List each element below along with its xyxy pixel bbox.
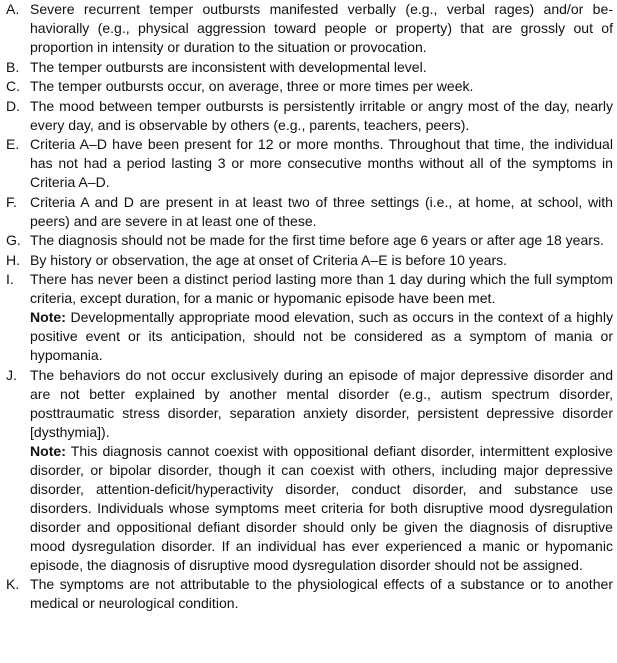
- criterion-note: [30, 308, 613, 365]
- criterion-body: [30, 366, 613, 575]
- criterion-letter: C.: [6, 78, 21, 94]
- criterion-letter: J.: [6, 366, 17, 383]
- criterion-letter: H.: [6, 251, 21, 268]
- note-text: This diagnosis cannot coexist with oppositional defiant disorder, intermittent explosive disorder, or bipolar disorder, though it can coexist with others, including major depressive disorder, attention-deficit/hyperactivity disorder, conduct disorder, and substance use disorders. Individuals whose symptoms meet criteria for both disruptive mood dysregulation disorder and oppositional defiant disorder should only be given the diagnosis of disruptive mood dysregulation disorder. If an individual has ever experienced a manic or hypomanic episode, the diagnosis of disruptive mood dysregulation disorder should not be assigned.: [30, 442, 613, 573]
- criterion-letter: D.: [6, 97, 21, 114]
- criterion-e: [6, 135, 613, 192]
- criterion-letter: I.: [6, 271, 14, 287]
- criterion-letter: E.: [6, 136, 20, 152]
- criterion-j: [6, 366, 613, 575]
- criterion-a: [6, 0, 613, 57]
- criterion-text: The behaviors do not occur exclusively during an episode of major depressive disorder and are not better explained by another mental disorder (e.g., autism spectrum disorder, posttraumatic stress disorder, separation anxiety disorder, persistent depressive disorder [dysthymia]).: [30, 366, 613, 440]
- criterion-h: [6, 251, 613, 270]
- criterion-note: [30, 442, 613, 575]
- criterion-text: The temper outbursts occur, on average, three or more times per week.: [30, 78, 474, 94]
- criterion-text: The diagnosis should not be made for the first time before age 6 years or after age 18 years.: [30, 232, 604, 248]
- criterion-i: [6, 270, 613, 365]
- criterion-text: Criteria A–D have been present for 12 or more months. Throughout that time, the individual has not had a period lasting 3 or more consecutive months without all of the symptoms in Criteria A–D.: [30, 136, 613, 190]
- criterion-letter: A.: [6, 1, 20, 17]
- criterion-text: Criteria A and D are present in at least two of three settings (i.e., at home, at school, with peers) and are severe in at least one of these.: [30, 193, 613, 229]
- criterion-body: [30, 270, 613, 365]
- criterion-b: [6, 58, 613, 77]
- criterion-letter: F.: [6, 193, 17, 210]
- criterion-g: [6, 231, 613, 250]
- criterion-text: There has never been a distinct period lasting more than 1 day during which the full symptom criteria, except duration, for a manic or hypomanic episode have been met.: [30, 271, 613, 306]
- criterion-letter: B.: [6, 58, 20, 75]
- note-label: Note:: [30, 442, 66, 459]
- criterion-text: By history or observation, the age at onset of Criteria A–E is before 10 years.: [30, 251, 508, 268]
- criterion-text: The symptoms are not attributable to the physiological effects of a substance or to another medical or neurological condition.: [30, 576, 613, 611]
- criterion-text: Severe recurrent temper outbursts manifested verbally (e.g., verbal rages) and/or behaviorally (e.g., physical aggression toward people or property) that are grossly out of proportion in intensity or duration to the situation or provocation.: [30, 1, 613, 55]
- criterion-d: [6, 97, 613, 135]
- criterion-text: The mood between temper outbursts is persistently irritable or angry most of the day, nearly every day, and is observable by others (e.g., parents, teachers, peers).: [30, 97, 613, 133]
- criterion-c: [6, 77, 613, 96]
- criterion-letter: G.: [6, 232, 21, 248]
- note-label: Note:: [30, 309, 66, 325]
- criterion-text: The temper outbursts are inconsistent with developmental level.: [30, 58, 427, 75]
- criterion-k: [6, 575, 613, 613]
- note-text: Developmentally appropriate mood elevation, such as occurs in the context of a highly positive event or its anticipation, should not be considered as a symptom of mania or hypomania.: [30, 309, 613, 363]
- criterion-letter: K.: [6, 576, 20, 592]
- criterion-f: [6, 193, 613, 231]
